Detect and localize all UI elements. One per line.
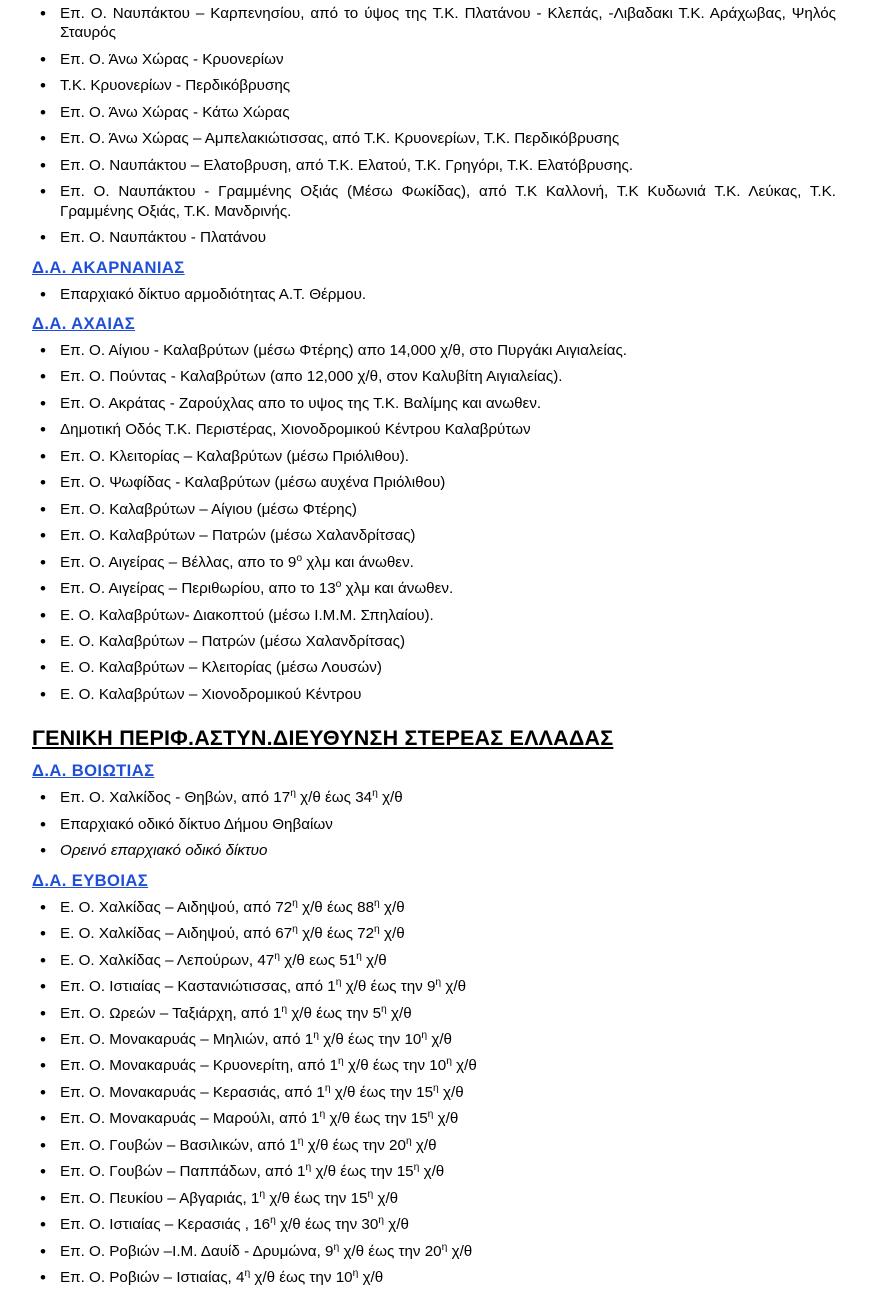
list-item: • Επ. Ο. Ροβιών – Ιστιαίας, $4^\eta$ χ/θ έως την $10^\eta$ χ/θ (30, 1268, 836, 1287)
list-item: • Ορεινό επαρχιακό οδικό δίκτυο (30, 841, 836, 860)
list-item: • Επ. Ο. Γουβών – Παππάδων, από $1^\eta$ χ/θ έως την $15^\eta$ χ/θ (30, 1162, 836, 1181)
list-item: • Ε. Ο. Καλαβρύτων – Χιονοδρομικού Κέντρου (30, 685, 836, 704)
list-item: • Επ. Ο. Ναυπάκτου - Γραμμένης Οξιάς (Μέσω Φωκίδας), από Τ.Κ Καλλονή, Τ.Κ Κυδωνιά Τ.Κ. Λεύκας, Τ.Κ. Γραμμένης Οξιάς, Τ.Κ. Μανδρινής. (30, 182, 836, 221)
list-item: • Επ. Ο. Πούντας - Καλαβρύτων (απο 12,000 χ/θ, στον Καλυβίτη Αιγιαλείας). (30, 367, 836, 386)
document-content (30, 4, 836, 1287)
list-item: • Τ.Κ. Κρυονερίων - Περδικόβρυσης (30, 76, 836, 95)
section-da-voiotias: Δ.Α. ΒΟΙΩΤΙΑΣ (32, 761, 155, 781)
major-head-sterea-ellada: ΓΕΝΙΚΗ ΠΕΡΙΦ.ΑΣΤΥΝ.ΔΙΕΥΘΥΝΣΗ ΣΤΕΡΕΑΣ ΕΛΛΑΔΑΣ (32, 726, 614, 751)
list-evoias (30, 898, 836, 1288)
list-item: • Επ. Ο. Γουβών – Βασιλικών, από $1^\eta$ χ/θ έως την $20^\eta$ χ/θ (30, 1136, 836, 1155)
list-item: • Επ. Ο. Πευκίου – Αβγαριάς, $1^\eta$ χ/θ έως την $15^\eta$ χ/θ (30, 1189, 836, 1208)
list-item: • Επ. Ο. Μονακαρυάς – Μαρούλι, από $1^\eta$ χ/θ έως την $15^\eta$ χ/θ (30, 1109, 836, 1128)
list-item: • Επ. Ο. Αίγιου - Καλαβρύτων (μέσω Φτέρης) απο 14,000 χ/θ, στο Πυργάκι Αιγιαλείας. (30, 341, 836, 360)
section-da-achaias: Δ.Α. ΑΧΑΙΑΣ (32, 313, 136, 333)
list-akarnanias (30, 285, 836, 304)
list-item: • Επ. Ο. Ψωφίδας - Καλαβρύτων (μέσω αυχένα Πριόλιθου) (30, 473, 836, 492)
list-item: • Επ. Ο. Ροβιών –Ι.Μ. Δαυίδ - Δρυμώνα, $9^\eta$ χ/θ έως την $20^\eta$ χ/θ (30, 1242, 836, 1261)
list-item: • Επ. Ο. Καλαβρύτων – Αίγιου (μέσω Φτέρης) (30, 500, 836, 519)
list-item: • Επ. Ο. Μονακαρυάς – Μηλιών, από $1^\eta$ χ/θ έως την $10^\eta$ χ/θ (30, 1030, 836, 1049)
list-item: • Δημοτική Οδός Τ.Κ. Περιστέρας, Χιονοδρομικού Κέντρου Καλαβρύτων (30, 420, 836, 439)
list-item: • Επ. Ο. Ναυπάκτου - Πλατάνου (30, 228, 836, 247)
list-item: • Επαρχιακό δίκτυο αρμοδιότητας Α.Τ. Θέρμου. (30, 285, 836, 304)
list-item: • Επ. Ο. Άνω Χώρας - Κρυονερίων (30, 50, 836, 69)
list-item: • Ε. Ο. Καλαβρύτων – Πατρών (μέσω Χαλανδρίτσας) (30, 632, 836, 651)
section-da-evoias: Δ.Α. ΕΥΒΟΙΑΣ (32, 870, 149, 890)
list-item: • Ε. Ο. Καλαβρύτων- Διακοπτού (μέσω Ι.Μ.Μ. Σπηλαίου). (30, 606, 836, 625)
list-item: • Ε. Ο. Χαλκίδας – Αιδηψού, από $72^\eta$ χ/θ έως $88^\eta$ χ/θ (30, 898, 836, 917)
list-item: • Επ. Ο. Κλειτορίας – Καλαβρύτων (μέσω Πριόλιθου). (30, 447, 836, 466)
list-achaias (30, 341, 836, 704)
list-item: • Επ. Ο. Αιγείρας – Βέλλας, απο το $9^o$ χλμ και άνωθεν. (30, 553, 836, 572)
list-item: • Επ. Ο. Ναυπάκτου – Καρπενησίου, από το ύψος της Τ.Κ. Πλατάνου - Κλεπάς, -Λιβαδακι Τ.Κ. Αράχωβας, Ψηλός Σταυρός (30, 4, 836, 43)
list-item: • Επ. Ο. Μονακαρυάς – Κερασιάς, από $1^\eta$ χ/θ έως την $15^\eta$ χ/θ (30, 1083, 836, 1102)
list-item: • Επ. Ο. Άνω Χώρας - Κάτω Χώρας (30, 103, 836, 122)
section-da-akarnanias: Δ.Α. ΑΚΑΡΝΑΝΙΑΣ (32, 257, 185, 277)
list-item: • Ε. Ο. Καλαβρύτων – Κλειτορίας (μέσω Λουσών) (30, 658, 836, 677)
list-item: • Ε. Ο. Χαλκίδας – Λεπούρων, $47^\eta$ χ/θ εως $51^\eta$ χ/θ (30, 951, 836, 970)
list-item: • Επ. Ο. Μονακαρυάς – Κρυονερίτη, από $1^\eta$ χ/θ έως την $10^\eta$ χ/θ (30, 1056, 836, 1075)
list-nafpaktou (30, 4, 836, 248)
list-item: • Επ. Ο. Καλαβρύτων – Πατρών (μέσω Χαλανδρίτσας) (30, 526, 836, 545)
list-item: • Επ. Ο. Ακράτας - Ζαρούχλας απο το υψος της Τ.Κ. Βαλίμης και ανωθεν. (30, 394, 836, 413)
list-item: • Επ. Ο. Ιστιαίας – Κερασιάς , $16^\eta$ χ/θ έως την $30^\eta$ χ/θ (30, 1215, 836, 1234)
list-item: • Επ. Ο. Ωρεών – Ταξιάρχη, από $1^\eta$ χ/θ έως την $5^\eta$ χ/θ (30, 1004, 836, 1023)
list-item: • Επ. Ο. Χαλκίδος - Θηβών, από $17^\eta$ χ/θ έως $34^\eta$ χ/θ (30, 788, 836, 807)
list-item: • Ε. Ο. Χαλκίδας – Αιδηψού, από $67^\eta$ χ/θ έως $72^\eta$ χ/θ (30, 924, 836, 943)
list-voiotias (30, 788, 836, 860)
list-item: • Επ. Ο. Ιστιαίας – Καστανιώτισσας, από $1^\eta$ χ/θ έως την $9^\eta$ χ/θ (30, 977, 836, 996)
list-item: • Επ. Ο. Ναυπάκτου – Ελατοβρυση, από Τ.Κ. Ελατού, Τ.Κ. Γρηγόρι, Τ.Κ. Ελατόβρυσης. (30, 156, 836, 175)
list-item: • Επαρχιακό οδικό δίκτυο Δήμου Θηβαίων (30, 815, 836, 834)
list-item: • Επ. Ο. Άνω Χώρας – Αμπελακιώτισσας, από Τ.Κ. Κρυονερίων, Τ.Κ. Περδικόβρυσης (30, 129, 836, 148)
list-item: • Επ. Ο. Αιγείρας – Περιθωρίου, απο το $13^o$ χλμ και άνωθεν. (30, 579, 836, 598)
